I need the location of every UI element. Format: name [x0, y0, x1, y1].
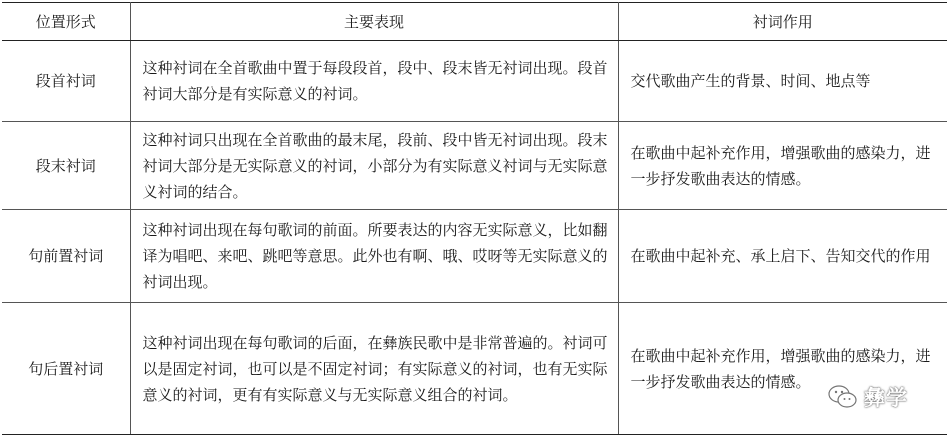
lining-words-table [2, 2, 947, 435]
row-function: 在歌曲中起补充、承上启下、告知交代的作用 [618, 210, 947, 303]
table-row [2, 210, 947, 303]
row-position: 段首衬词 [2, 41, 130, 122]
row-function: 在歌曲中起补充作用，增强歌曲的感染力，进一步抒发歌曲表达的情感。 [618, 303, 947, 435]
header-function: 衬词作用 [618, 3, 947, 41]
row-position: 段末衬词 [2, 122, 130, 210]
wechat-icon [828, 384, 858, 410]
row-description: 这种衬词出现在每句歌词的前面。所要表达的内容无实际意义，比如翻译为唱吧、来吧、跳吧等意思。此外也有啊、哦、哎呀等无实际意义的衬词出现。 [130, 210, 618, 303]
table-row [2, 303, 947, 435]
row-description: 这种衬词只出现在全首歌曲的最末尾，段前、段中皆无衬词出现。段末衬词大部分是无实际意义的衬词，小部分为有实际意义衬词与无实际意义衬词的结合。 [130, 122, 618, 210]
row-description: 这种衬词在全首歌曲中置于每段段首，段中、段末皆无衬词出现。段首衬词大部分是有实际意义的衬词。 [130, 41, 618, 122]
header-row [2, 3, 947, 41]
row-function: 在歌曲中起补充作用，增强歌曲的感染力，进一步抒发歌曲表达的情感。 [618, 122, 947, 210]
header-description: 主要表现 [130, 3, 618, 41]
table-row [2, 41, 947, 122]
row-position: 句前置衬词 [2, 210, 130, 303]
watermark-text: 彝学 [864, 386, 908, 410]
watermark [828, 382, 938, 412]
table-row [2, 122, 947, 210]
row-function: 交代歌曲产生的背景、时间、地点等 [618, 41, 947, 122]
header-position: 位置形式 [2, 3, 130, 41]
row-position: 句后置衬词 [2, 303, 130, 435]
row-description: 这种衬词出现在每句歌词的后面，在彝族民歌中是非常普遍的。衬词可以是固定衬词，也可以是不固定衬词；有实际意义的衬词，也有无实际意义的衬词，更有有实际意义与无实际意义组合的衬词。 [130, 303, 618, 435]
